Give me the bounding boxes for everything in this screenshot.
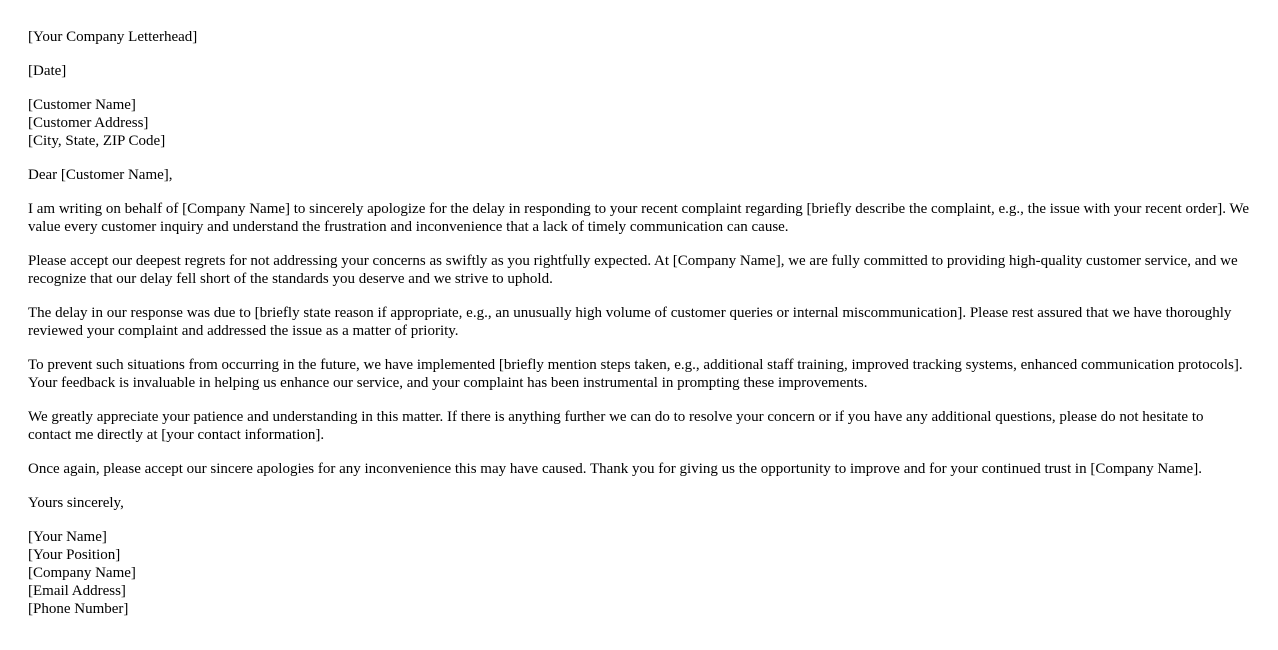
body-paragraph-text: I am writing on behalf of [Company Name] to sincerely apologize for the delay in responding to your recent complaint regarding [briefly describe the complaint, e.g., the issue with your recent order]. We value every customer inquiry and understand the frustration and inconvenience that a lack of timely communication can cause. [28,201,1250,235]
body-paragraph-2 [28,252,1250,288]
salutation [28,166,1250,184]
body-paragraph-3 [28,304,1250,340]
recipient-address: [Customer Address] [28,115,149,131]
body-paragraph-text: Please accept our deepest regrets for not addressing your concerns as swiftly as you rightfully expected. At [Company Name], we are fully committed to providing high-quality customer service, and we recognize that our delay fell short of the standards you deserve and we strive to uphold. [28,253,1238,287]
closing [28,494,1250,512]
closing-text: Yours sincerely, [28,495,124,511]
body-paragraph-text: We greatly appreciate your patience and understanding in this matter. If there is anything further we can do to resolve your concern or if you have any additional questions, please do not hesitate to contact me directly at [your contact information]. [28,409,1204,443]
signature-email: [Email Address] [28,583,126,599]
body-paragraph-text: The delay in our response was due to [briefly state reason if appropriate, e.g., an unusually high volume of customer queries or internal miscommunication]. Please rest assured that we have thoroughly reviewed your complaint and addressed the issue as a matter of priority. [28,305,1232,339]
body-paragraph-5 [28,408,1250,444]
body-paragraph-text: To prevent such situations from occurring in the future, we have implemented [briefly mention steps taken, e.g., additional staff training, improved tracking systems, enhanced communication protocols]. Your feedback is invaluable in helping us enhance our service, and your complaint has been instrumental in prompting these improvements. [28,357,1243,391]
date [28,62,1250,80]
recipient-address-block [28,96,1250,150]
salutation-text: Dear [Customer Name], [28,167,173,183]
body-paragraph-1 [28,200,1250,236]
signature-phone: [Phone Number] [28,601,129,617]
recipient-city-state-zip: [City, State, ZIP Code] [28,133,166,149]
body-paragraph-6 [28,460,1250,478]
letter [28,28,1250,618]
recipient-name: [Customer Name] [28,97,136,113]
date-text: [Date] [28,63,67,79]
signature-name: [Your Name] [28,529,107,545]
signature-position: [Your Position] [28,547,121,563]
letterhead [28,28,1250,46]
body-paragraph-4 [28,356,1250,392]
letterhead-text: [Your Company Letterhead] [28,29,198,45]
signature-company: [Company Name] [28,565,136,581]
body-paragraph-text: Once again, please accept our sincere apologies for any inconvenience this may have caused. Thank you for giving us the opportunity to improve and for your continued trust in [Company Name]. [28,461,1202,477]
signature-block [28,528,1250,618]
